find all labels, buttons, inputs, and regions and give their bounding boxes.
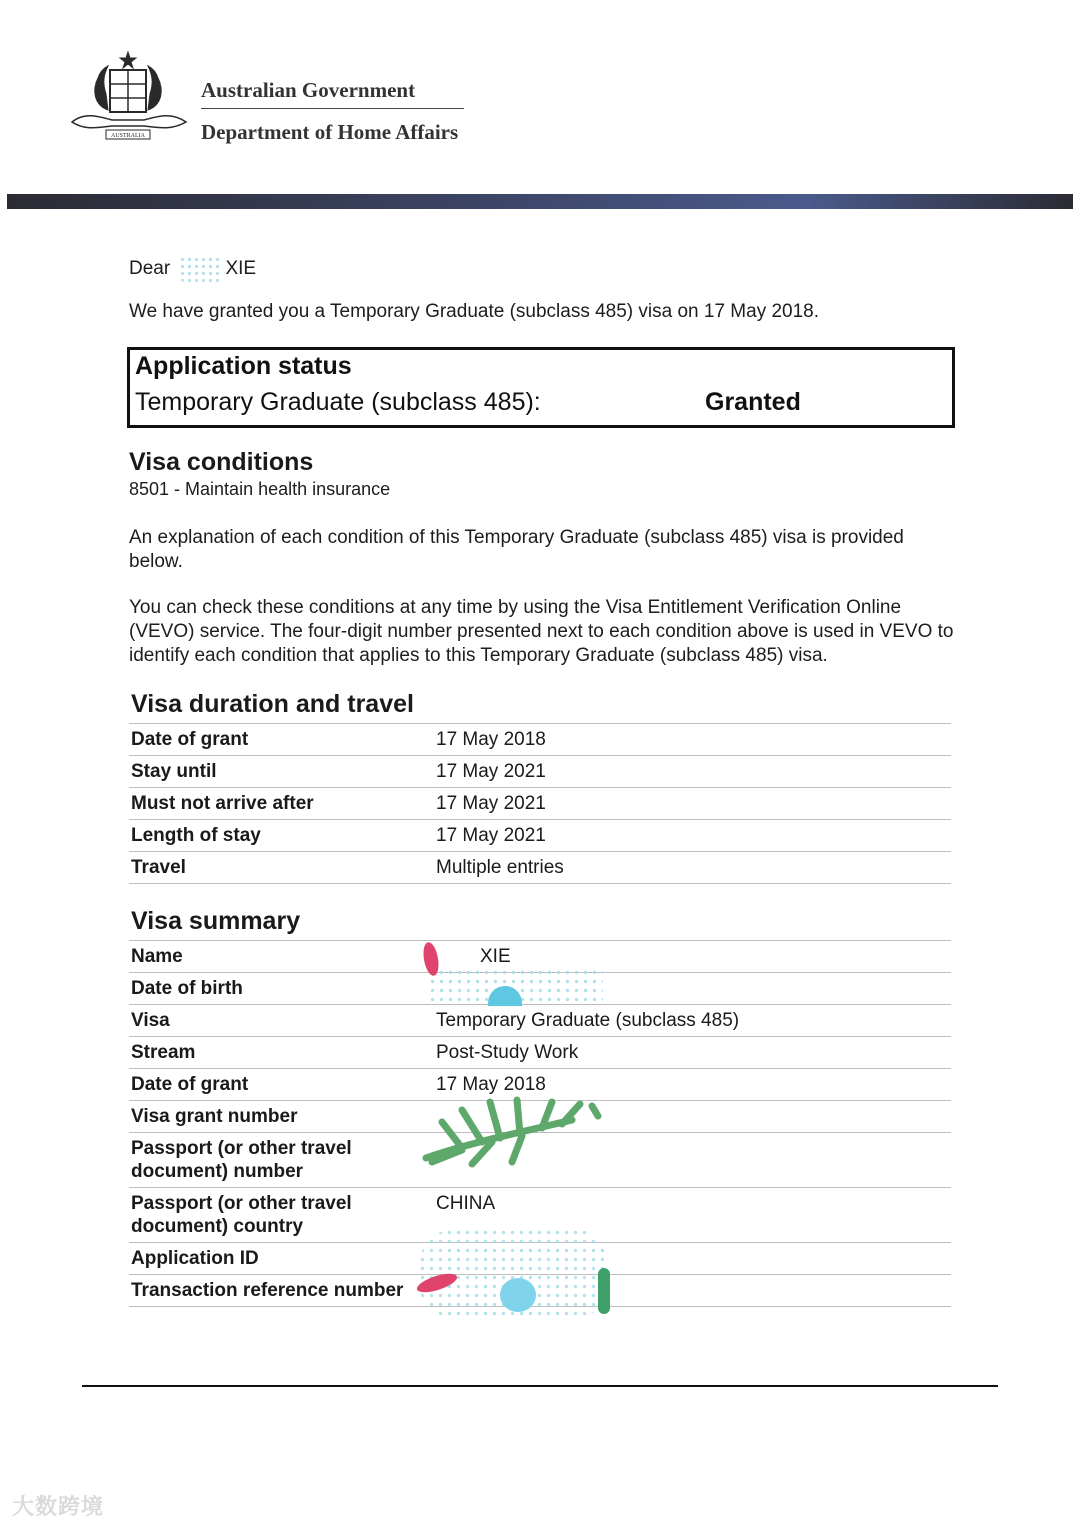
visa-summary-title: Visa summary bbox=[131, 907, 301, 935]
vevo-explanation: You can check these conditions at any time by using the Visa Entitlement Verification Online (VEVO) service. The four-digit number presented next to each condition above is used in VEVO to identify each condition that applies to this Temporary Graduate (subclass 485) visa. bbox=[129, 597, 954, 666]
application-status-title: Application status bbox=[135, 352, 352, 380]
department-name: Department of Home Affairs bbox=[201, 120, 459, 144]
watermark: 大数跨境 bbox=[12, 1494, 105, 1519]
row-label: Transaction reference number bbox=[131, 1280, 404, 1301]
row-value: 17 May 2018 bbox=[436, 729, 546, 750]
redaction-sticker-leaf-icon bbox=[402, 1092, 607, 1172]
application-status-label: Temporary Graduate (subclass 485): bbox=[135, 388, 541, 416]
visa-duration-table bbox=[129, 690, 951, 884]
row-value: Temporary Graduate (subclass 485) bbox=[436, 1010, 740, 1031]
row-label: Travel bbox=[131, 857, 186, 878]
redacted-given-name bbox=[179, 256, 223, 282]
row-label: Date of birth bbox=[131, 978, 243, 999]
organisation-name: Australian Government bbox=[201, 78, 416, 102]
header-divider bbox=[201, 108, 464, 109]
row-value: 17 May 2018 bbox=[436, 1074, 546, 1095]
row-value: 17 May 2021 bbox=[436, 761, 546, 782]
table-row bbox=[129, 723, 951, 755]
row-label: Stream bbox=[131, 1042, 196, 1063]
row-value: CHINA bbox=[436, 1193, 496, 1214]
row-label: Date of grant bbox=[131, 729, 249, 750]
table-row bbox=[129, 819, 951, 851]
coat-of-arms-icon bbox=[64, 50, 194, 146]
row-label: Must not arrive after bbox=[131, 793, 314, 814]
row-label: Name bbox=[131, 946, 183, 967]
row-label: Passport (or other travel document) country bbox=[131, 1193, 352, 1237]
salutation-surname: XIE bbox=[225, 258, 257, 280]
redaction-sticker-stem bbox=[598, 1268, 610, 1314]
row-label: Passport (or other travel document) number bbox=[131, 1138, 352, 1182]
header-banner bbox=[7, 194, 1073, 209]
row-label: Length of stay bbox=[131, 825, 261, 846]
visa-condition-item: 8501 - Maintain health insurance bbox=[129, 479, 391, 499]
row-value: Multiple entries bbox=[436, 857, 564, 878]
row-value: 17 May 2021 bbox=[436, 825, 546, 846]
row-label: Visa grant number bbox=[131, 1106, 298, 1127]
row-label: Application ID bbox=[131, 1248, 259, 1269]
redaction-sticker-bubble bbox=[500, 1278, 536, 1312]
row-label: Date of grant bbox=[131, 1074, 249, 1095]
row-label: Stay until bbox=[131, 761, 217, 782]
footer-divider bbox=[82, 1385, 998, 1387]
grant-intro: We have granted you a Temporary Graduate (subclass 485) visa on 17 May 2018. bbox=[129, 301, 820, 322]
table-row bbox=[129, 755, 951, 787]
table-row bbox=[129, 1036, 951, 1068]
row-value: Post-Study Work bbox=[436, 1042, 579, 1063]
conditions-explanation: An explanation of each condition of this Temporary Graduate (subclass 485) visa is provided below. bbox=[129, 527, 904, 572]
table-row bbox=[129, 787, 951, 819]
application-status-value: Granted bbox=[705, 388, 801, 416]
row-value: 17 May 2021 bbox=[436, 793, 546, 814]
visa-conditions-title: Visa conditions bbox=[129, 448, 314, 476]
table-row bbox=[129, 851, 951, 884]
name-surname: XIE bbox=[480, 946, 511, 967]
salutation-word: Dear bbox=[129, 258, 171, 280]
svg-text:AUSTRALIA: AUSTRALIA bbox=[111, 133, 145, 139]
row-label: Visa bbox=[131, 1010, 170, 1031]
salutation bbox=[129, 256, 256, 282]
visa-duration-title: Visa duration and travel bbox=[131, 690, 414, 718]
table-row bbox=[129, 1004, 951, 1036]
